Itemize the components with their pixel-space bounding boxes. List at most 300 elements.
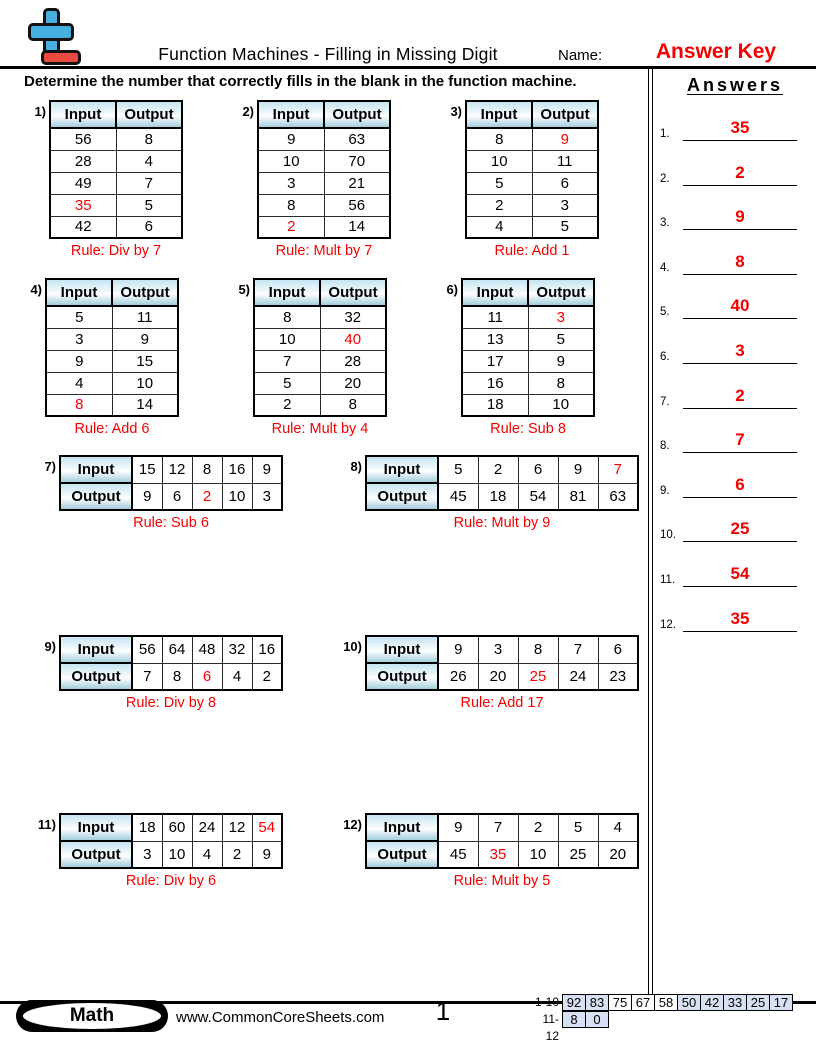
rule-text: Rule: Add 6 — [74, 421, 150, 437]
table-row — [50, 128, 182, 150]
answer-number: 4. — [660, 261, 670, 274]
problem-number: 8) — [350, 459, 362, 474]
input-cell: 9 — [252, 456, 282, 483]
output-cell: 3 — [528, 306, 594, 328]
function-table — [365, 813, 639, 869]
input-cell: 5 — [254, 372, 320, 394]
input-cell: 15 — [132, 456, 162, 483]
output-cell: 6 — [192, 663, 222, 690]
output-cell: 54 — [518, 483, 558, 510]
output-cell: 6 — [116, 216, 182, 238]
output-cell: 63 — [324, 128, 390, 150]
output-header-cell: Output — [60, 483, 132, 510]
input-cell: 35 — [50, 194, 116, 216]
function-table — [465, 100, 599, 239]
table-row — [462, 328, 594, 350]
problem-6 — [440, 278, 595, 437]
input-cell: 2 — [518, 814, 558, 841]
table-row — [254, 372, 386, 394]
function-table — [59, 813, 283, 869]
output-cell: 63 — [598, 483, 638, 510]
table-row — [466, 128, 598, 150]
answer-number: 5. — [660, 306, 670, 319]
table-row — [46, 328, 178, 350]
output-cell: 14 — [324, 216, 390, 238]
problem-number: 4) — [30, 282, 42, 297]
answer-value: 7 — [683, 430, 797, 453]
input-cell: 7 — [254, 350, 320, 372]
output-cell: 28 — [320, 350, 386, 372]
input-cell: 2 — [466, 194, 532, 216]
output-header-cell: Output — [528, 279, 594, 306]
output-cell: 23 — [598, 663, 638, 690]
function-table — [59, 455, 283, 511]
answer-number: 11. — [660, 574, 676, 586]
table-row — [50, 216, 182, 238]
input-cell: 16 — [462, 372, 528, 394]
output-cell: 10 — [162, 841, 192, 868]
grading-row — [531, 994, 793, 1011]
table-row — [258, 194, 390, 216]
output-cell: 25 — [518, 663, 558, 690]
grading-chart — [531, 994, 793, 1043]
answer-number: 6. — [660, 351, 670, 363]
answer-value: 25 — [683, 519, 797, 542]
output-cell: 6 — [532, 172, 598, 194]
score-cell: 75 — [608, 994, 632, 1011]
output-header-cell: Output — [532, 101, 598, 128]
table-header-row — [462, 279, 594, 306]
function-table — [49, 100, 183, 239]
input-header-cell: Input — [366, 814, 438, 841]
input-header-cell: Input — [46, 279, 112, 306]
output-cell: 11 — [532, 150, 598, 172]
answer-item — [658, 245, 812, 275]
output-header-cell: Output — [320, 279, 386, 306]
problem-10 — [334, 635, 639, 711]
output-header-cell: Output — [60, 663, 132, 690]
input-cell: 10 — [466, 150, 532, 172]
problem-number: 3) — [450, 104, 462, 119]
input-cell: 6 — [518, 456, 558, 483]
output-cell: 2 — [252, 663, 282, 690]
input-cell: 8 — [466, 128, 532, 150]
input-cell: 9 — [438, 636, 478, 663]
answer-value: 3 — [683, 341, 797, 364]
score-cell: 17 — [769, 994, 793, 1011]
input-cell: 56 — [50, 128, 116, 150]
score-cell: 67 — [631, 994, 655, 1011]
output-cell: 14 — [112, 394, 178, 416]
problem-number: 10) — [343, 639, 362, 654]
input-cell: 3 — [478, 636, 518, 663]
answer-value: 9 — [683, 207, 797, 230]
output-cell: 8 — [116, 128, 182, 150]
input-cell: 28 — [50, 150, 116, 172]
output-cell: 4 — [222, 663, 252, 690]
table-header-row — [254, 279, 386, 306]
input-cell: 12 — [222, 814, 252, 841]
output-cell: 5 — [532, 216, 598, 238]
output-cell: 56 — [324, 194, 390, 216]
input-cell: 3 — [258, 172, 324, 194]
input-cell: 2 — [258, 216, 324, 238]
output-cell: 9 — [528, 350, 594, 372]
answer-number: 12. — [660, 618, 676, 631]
input-header-cell: Input — [60, 636, 132, 663]
function-table — [365, 455, 639, 511]
input-header-cell: Input — [254, 279, 320, 306]
table-row — [50, 172, 182, 194]
output-row — [366, 483, 638, 510]
input-cell: 4 — [46, 372, 112, 394]
subject-badge-label: Math — [23, 1003, 161, 1029]
problem-number: 2) — [242, 104, 254, 119]
output-cell: 26 — [438, 663, 478, 690]
problem-number: 9) — [44, 639, 56, 654]
output-cell: 32 — [320, 306, 386, 328]
table-header-row — [258, 101, 390, 128]
output-cell: 24 — [558, 663, 598, 690]
input-header-cell: Input — [366, 456, 438, 483]
output-cell: 18 — [478, 483, 518, 510]
problem-1 — [28, 100, 183, 259]
problem-2 — [236, 100, 391, 259]
input-cell: 10 — [254, 328, 320, 350]
output-cell: 9 — [132, 483, 162, 510]
worksheet-title: Function Machines - Filling in Missing Digit — [158, 44, 498, 64]
grading-row-label: 1-10 — [534, 995, 559, 1009]
output-cell: 3 — [532, 194, 598, 216]
output-cell: 8 — [320, 394, 386, 416]
output-cell: 2 — [192, 483, 222, 510]
input-cell: 11 — [462, 306, 528, 328]
input-cell: 8 — [254, 306, 320, 328]
rule-text: Rule: Add 1 — [494, 243, 570, 259]
input-cell: 16 — [222, 456, 252, 483]
table-row — [462, 350, 594, 372]
output-cell: 10 — [222, 483, 252, 510]
problem-12 — [334, 813, 639, 889]
function-table — [461, 278, 595, 417]
rule-text: Rule: Mult by 5 — [453, 873, 551, 889]
output-row — [60, 663, 282, 690]
answer-item — [658, 156, 812, 186]
input-header-cell: Input — [258, 101, 324, 128]
answer-value: 35 — [683, 118, 797, 141]
answer-number: 7. — [660, 395, 670, 408]
input-cell: 9 — [258, 128, 324, 150]
table-row — [254, 306, 386, 328]
output-cell: 6 — [162, 483, 192, 510]
input-cell: 6 — [598, 636, 638, 663]
table-row — [258, 172, 390, 194]
table-row — [258, 128, 390, 150]
output-cell: 10 — [112, 372, 178, 394]
output-header-cell: Output — [324, 101, 390, 128]
output-cell: 20 — [478, 663, 518, 690]
output-header-cell: Output — [60, 841, 132, 868]
score-cell: 0 — [585, 1011, 609, 1028]
input-cell: 8 — [192, 456, 222, 483]
output-cell: 5 — [528, 328, 594, 350]
score-cell: 33 — [723, 994, 747, 1011]
rule-text: Rule: Mult by 9 — [453, 515, 551, 531]
input-cell: 64 — [162, 636, 192, 663]
input-cell: 49 — [50, 172, 116, 194]
answer-item — [658, 289, 812, 319]
input-cell: 10 — [258, 150, 324, 172]
output-cell: 8 — [528, 372, 594, 394]
problem-number: 1) — [34, 104, 46, 119]
input-row — [366, 456, 638, 483]
rule-text: Rule: Add 17 — [460, 695, 544, 711]
table-row — [258, 150, 390, 172]
output-cell: 2 — [222, 841, 252, 868]
problem-number: 5) — [238, 282, 250, 297]
input-header-cell: Input — [60, 456, 132, 483]
answer-value: 54 — [683, 564, 797, 587]
output-row — [366, 663, 638, 690]
table-row — [462, 394, 594, 416]
output-cell: 8 — [162, 663, 192, 690]
output-cell: 21 — [324, 172, 390, 194]
input-cell: 18 — [132, 814, 162, 841]
score-cell: 42 — [700, 994, 724, 1011]
grading-row-label: 11-12 — [542, 1012, 559, 1043]
input-header-cell: Input — [366, 636, 438, 663]
output-cell: 5 — [116, 194, 182, 216]
input-cell: 5 — [466, 172, 532, 194]
problem-4 — [24, 278, 179, 437]
input-cell: 16 — [252, 636, 282, 663]
rule-text: Rule: Mult by 4 — [271, 421, 369, 437]
table-row — [462, 372, 594, 394]
problem-number: 12) — [343, 817, 362, 832]
table-row — [46, 306, 178, 328]
output-cell: 10 — [528, 394, 594, 416]
answer-number: 10. — [660, 529, 676, 542]
answer-number: 1. — [660, 128, 670, 140]
function-table — [253, 278, 387, 417]
problem-number: 11) — [37, 817, 56, 832]
input-cell: 8 — [518, 636, 558, 663]
answer-item — [658, 468, 812, 498]
output-cell: 7 — [116, 172, 182, 194]
output-cell: 4 — [192, 841, 222, 868]
page-number: 1 — [435, 996, 451, 1026]
answer-item — [658, 602, 812, 632]
input-cell: 12 — [162, 456, 192, 483]
output-cell: 25 — [558, 841, 598, 868]
answer-number: 9. — [660, 484, 670, 497]
input-cell: 7 — [478, 814, 518, 841]
input-cell: 2 — [254, 394, 320, 416]
function-table — [59, 635, 283, 691]
answer-value: 6 — [683, 475, 797, 498]
output-cell: 70 — [324, 150, 390, 172]
input-cell: 2 — [478, 456, 518, 483]
problem-5 — [232, 278, 387, 437]
table-row — [50, 194, 182, 216]
table-row — [258, 216, 390, 238]
output-cell: 7 — [132, 663, 162, 690]
rule-text: Rule: Sub 8 — [490, 421, 566, 437]
output-cell: 81 — [558, 483, 598, 510]
input-cell: 7 — [598, 456, 638, 483]
input-cell: 42 — [50, 216, 116, 238]
input-row — [60, 814, 282, 841]
subject-badge — [16, 1000, 168, 1032]
score-cell: 92 — [562, 994, 586, 1011]
table-row — [50, 150, 182, 172]
problem-3 — [444, 100, 599, 259]
output-row — [366, 841, 638, 868]
rule-text: Rule: Sub 6 — [133, 515, 209, 531]
answers-heading: Answers — [686, 75, 784, 95]
problem-number: 6) — [446, 282, 458, 297]
input-cell: 24 — [192, 814, 222, 841]
input-row — [366, 636, 638, 663]
input-cell: 60 — [162, 814, 192, 841]
answer-value: 2 — [683, 386, 797, 409]
answer-item — [658, 379, 812, 409]
grading-row — [531, 1011, 793, 1043]
input-cell: 13 — [462, 328, 528, 350]
rule-text: Rule: Div by 6 — [125, 873, 217, 889]
input-cell: 4 — [466, 216, 532, 238]
input-cell: 8 — [258, 194, 324, 216]
function-table — [257, 100, 391, 239]
input-cell: 9 — [558, 456, 598, 483]
output-cell: 3 — [132, 841, 162, 868]
table-row — [46, 350, 178, 372]
input-cell: 7 — [558, 636, 598, 663]
answer-value: 35 — [683, 609, 797, 632]
answer-key-label: Answer Key — [655, 40, 777, 63]
output-header-cell: Output — [366, 841, 438, 868]
output-header-cell: Output — [366, 663, 438, 690]
rule-text: Rule: Mult by 7 — [275, 243, 373, 259]
input-cell: 8 — [46, 394, 112, 416]
output-row — [60, 841, 282, 868]
output-row — [60, 483, 282, 510]
output-cell: 45 — [438, 483, 478, 510]
input-row — [366, 814, 638, 841]
answer-number: 8. — [660, 440, 670, 453]
answer-item — [658, 111, 812, 141]
input-cell: 54 — [252, 814, 282, 841]
table-row — [254, 350, 386, 372]
problem-number: 7) — [44, 459, 56, 474]
output-header-cell: Output — [112, 279, 178, 306]
function-table — [365, 635, 639, 691]
answer-value: 2 — [683, 163, 797, 186]
answer-item — [658, 557, 812, 587]
input-cell: 3 — [46, 328, 112, 350]
output-cell: 3 — [252, 483, 282, 510]
input-cell: 5 — [46, 306, 112, 328]
problem-9 — [28, 635, 283, 711]
input-cell: 32 — [222, 636, 252, 663]
input-row — [60, 456, 282, 483]
table-row — [254, 328, 386, 350]
function-table — [45, 278, 179, 417]
input-cell: 17 — [462, 350, 528, 372]
input-cell: 5 — [438, 456, 478, 483]
output-cell: 9 — [252, 841, 282, 868]
input-cell: 56 — [132, 636, 162, 663]
name-label: Name: — [558, 47, 603, 64]
rule-text: Rule: Div by 7 — [70, 243, 162, 259]
input-cell: 4 — [598, 814, 638, 841]
table-row — [466, 216, 598, 238]
problem-11 — [28, 813, 283, 889]
problem-8 — [334, 455, 639, 531]
instruction-text: Determine the number that correctly fills in the blank in the function machine. — [24, 73, 577, 90]
answer-value: 40 — [683, 296, 797, 319]
output-cell: 9 — [532, 128, 598, 150]
table-row — [466, 194, 598, 216]
header-divider-line — [0, 66, 816, 69]
table-header-row — [50, 101, 182, 128]
output-cell: 10 — [518, 841, 558, 868]
score-cell: 25 — [746, 994, 770, 1011]
problem-7 — [28, 455, 283, 531]
answer-item — [658, 512, 812, 542]
website-url: www.CommonCoreSheets.com — [176, 1009, 385, 1026]
output-cell: 20 — [598, 841, 638, 868]
input-header-cell: Input — [60, 814, 132, 841]
input-cell: 9 — [438, 814, 478, 841]
score-cell: 50 — [677, 994, 701, 1011]
table-header-row — [466, 101, 598, 128]
input-header-cell: Input — [462, 279, 528, 306]
input-cell: 5 — [558, 814, 598, 841]
output-header-cell: Output — [366, 483, 438, 510]
table-row — [46, 372, 178, 394]
table-row — [46, 394, 178, 416]
output-cell: 45 — [438, 841, 478, 868]
answer-number: 2. — [660, 172, 670, 185]
output-cell: 4 — [116, 150, 182, 172]
rule-text: Rule: Div by 8 — [125, 695, 217, 711]
table-row — [466, 150, 598, 172]
table-header-row — [46, 279, 178, 306]
answer-item — [658, 423, 812, 453]
output-cell: 15 — [112, 350, 178, 372]
output-header-cell: Output — [116, 101, 182, 128]
table-row — [254, 394, 386, 416]
answer-item — [658, 334, 812, 364]
input-cell: 9 — [46, 350, 112, 372]
output-cell: 9 — [112, 328, 178, 350]
input-cell: 48 — [192, 636, 222, 663]
input-row — [60, 636, 282, 663]
answer-item — [658, 200, 812, 230]
table-row — [466, 172, 598, 194]
output-cell: 35 — [478, 841, 518, 868]
score-cell: 58 — [654, 994, 678, 1011]
answers-column-divider — [648, 69, 653, 1002]
input-header-cell: Input — [466, 101, 532, 128]
output-cell: 20 — [320, 372, 386, 394]
input-cell: 18 — [462, 394, 528, 416]
score-cell: 83 — [585, 994, 609, 1011]
answer-value: 8 — [683, 252, 797, 275]
score-cell: 8 — [562, 1011, 586, 1028]
answer-number: 3. — [660, 217, 670, 230]
